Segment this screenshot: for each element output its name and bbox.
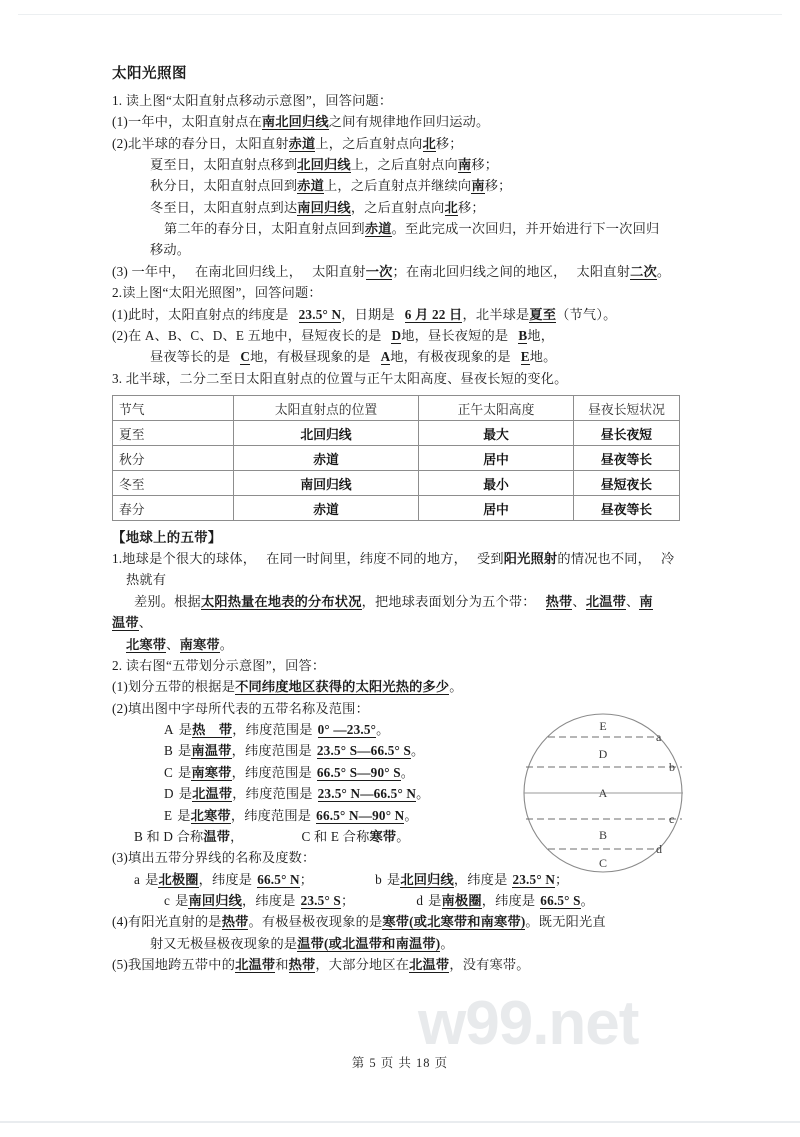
zone-b-post: 。 <box>411 743 425 759</box>
p2-answer-south-temperate: 温带 <box>112 615 139 631</box>
boundary-c-value: 23.5° S <box>300 893 341 908</box>
table-row <box>113 421 680 446</box>
five-zones-question-2: 2. 读右图“五带划分示意图”，回答： <box>112 657 326 673</box>
boundary-d-post: 。 <box>580 893 595 908</box>
p2-answer-south-partial: 南 <box>639 593 653 609</box>
boundary-c-post: ； <box>340 893 355 908</box>
zone-c-name: 南寒带 <box>191 764 232 780</box>
zone-c-pre: 是 <box>178 764 192 780</box>
five-zones-question-2-1 <box>112 676 694 697</box>
summer-answer-2: 南 <box>457 156 472 172</box>
boundary-b-name: 北回归线 <box>400 871 454 887</box>
combine-right-answer: 寒带 <box>369 828 397 844</box>
zone-a-range: 0° —23.5° <box>317 722 377 737</box>
fz-q1-answer: 不同纬度地区获得的太阳光热的多少 <box>235 679 450 695</box>
cell-daylength: 昼短夜长 <box>574 471 680 496</box>
zone-e-range: 66.5° N—90° N <box>316 807 405 823</box>
q2-2-answer-1: D <box>391 327 402 343</box>
q1-2-suffix: 移； <box>435 135 463 151</box>
cell-daylength: 昼夜等长 <box>574 446 680 471</box>
q2-1-middle-2: ，北半球是 <box>462 306 530 322</box>
p1-middle-2: 受到 <box>476 551 504 566</box>
watermark: w99.net <box>418 989 639 1058</box>
table-header-term: 节气 <box>113 396 234 421</box>
combine-right-suffix: 。 <box>396 828 410 844</box>
zone-c-letter: C <box>164 764 173 780</box>
section-title-five-zones: 【地球上的五带】 <box>112 530 222 545</box>
five-zones-question-2-4-cont <box>112 933 694 954</box>
boundary-d-value: 66.5° S <box>540 893 581 908</box>
page-footer: 第 5 页 共 18 页 <box>351 1056 449 1070</box>
fz-q5-middle-1: 和 <box>275 957 289 973</box>
five-zones-paragraph-2-cont <box>112 612 694 633</box>
boundary-a-post: ； <box>299 871 314 887</box>
p1-middle-1: 在同一时间里，纬度不同的地方， <box>266 551 467 566</box>
boundary-c-letter: c <box>164 893 171 908</box>
summer-suffix: 移； <box>471 156 499 172</box>
boundary-a-letter: a <box>134 871 141 887</box>
table-header-daylength: 昼夜长短状况 <box>574 396 680 421</box>
zone-e-post: 。 <box>404 807 418 823</box>
fz-q4-answer-3: 温带(或北温带和南温带) <box>297 935 441 951</box>
page-top-rule <box>18 14 782 15</box>
boundary-d-name: 南极圈 <box>441 893 482 908</box>
zone-b-name: 南温带 <box>191 743 232 759</box>
zone-c-mid: ，纬度范围是 <box>231 764 312 780</box>
zone-b-mid: ，纬度范围是 <box>231 743 312 759</box>
boundary-b-post: ； <box>555 871 569 887</box>
fz-q4-middle-2: 。既无阳光直 <box>525 914 606 930</box>
fz-q5-answer-2: 热带 <box>288 957 316 973</box>
diagram-zone-label-a: A <box>598 786 608 800</box>
boundary-b-pre: 是 <box>386 871 401 887</box>
q2-2b-middle-2: 地，有极夜现象的是 <box>390 349 511 365</box>
winter-suffix: 移； <box>457 199 485 215</box>
q1-3-middle-1: 在南北回归线上， <box>195 263 303 279</box>
boundary-c-pre: 是 <box>175 893 189 908</box>
p2-sep-2: 、 <box>625 593 640 609</box>
fz-q1-suffix: 。 <box>449 679 463 695</box>
q1-2-answer-2: 北 <box>422 135 436 151</box>
boundary-b-mid: ，纬度是 <box>453 871 508 887</box>
q2-1-suffix: （节气）。 <box>556 306 617 322</box>
page-title: 太阳光照图 <box>112 66 187 82</box>
zone-d-range: 23.5° N—66.5° N <box>317 786 417 802</box>
five-zones-diagram <box>521 708 689 880</box>
fz-q5-answer-1: 北温带 <box>235 957 276 973</box>
q2-2b-suffix: 地。 <box>529 349 557 365</box>
diagram-boundary-label-c: c <box>669 812 675 826</box>
zone-d-mid: ，纬度范围是 <box>232 786 313 802</box>
cell-altitude: 居中 <box>419 496 574 521</box>
question-2-2 <box>112 325 694 346</box>
q1-2-prefix: (2)北半球的春分日，太阳直射 <box>112 135 289 151</box>
line-autumn-equinox <box>112 175 694 196</box>
five-zones-question-2-5 <box>112 954 694 975</box>
table-header-position: 太阳直射点的位置 <box>234 396 419 421</box>
boundary-a-name: 北极圈 <box>158 871 199 887</box>
boundary-a-mid: ，纬度是 <box>198 871 253 887</box>
q2-2-suffix: 地， <box>527 327 555 343</box>
cell-term: 冬至 <box>113 471 234 496</box>
diagram-zone-label-b: B <box>598 828 608 842</box>
five-zones-paragraph-3 <box>112 634 694 655</box>
winter-answer-1: 南回归线 <box>297 199 351 215</box>
fz-q4-middle-1: 。有极昼极夜现象的是 <box>248 914 383 930</box>
five-zones-question-2-2-intro: (2)填出图中字母所代表的五带名称及范围： <box>112 700 369 716</box>
table-row <box>113 496 680 521</box>
combine-left-suffix: ， <box>230 828 244 844</box>
question-1-2 <box>112 133 694 154</box>
cell-altitude: 居中 <box>419 446 574 471</box>
zone-b-range: 23.5° S—66.5° S <box>316 743 412 759</box>
diagram-boundary-label-b: b <box>669 760 675 774</box>
q1-3-suffix: 。 <box>656 263 671 279</box>
five-zones-question-2-4 <box>112 911 694 932</box>
zone-d-post: 。 <box>416 786 430 802</box>
question-1: 1. 读上图“太阳直射点移动示意图”，回答问题： <box>112 92 393 108</box>
q2-2b-answer-3: E <box>520 349 530 365</box>
question-1-1 <box>112 111 694 132</box>
q2-1-answer-date: 6 月 22 日 <box>404 306 463 322</box>
diagram-zone-label-d: D <box>598 747 608 761</box>
autumn-prefix: 秋分日，太阳直射点回到 <box>150 178 298 194</box>
cell-position: 赤道 <box>234 446 419 471</box>
cell-term: 夏至 <box>113 421 234 446</box>
cell-term: 秋分 <box>113 446 234 471</box>
zone-e-name: 北寒带 <box>190 807 231 823</box>
cell-daylength: 昼夜等长 <box>574 496 680 521</box>
cell-position: 北回归线 <box>234 421 419 446</box>
summer-middle: 上，之后直射点向 <box>350 156 458 172</box>
q1-3-middle-2: 太阳直射 <box>312 263 366 279</box>
combine-left-prefix: B 和 D 合称 <box>134 828 204 844</box>
cell-daylength: 昼长夜短 <box>574 421 680 446</box>
zone-d-letter: D <box>164 786 174 802</box>
p2-answer-torrid: 热带 <box>545 593 573 609</box>
diagram-boundary-label-d: d <box>656 842 662 856</box>
q1-1-prefix: (1)一年中，太阳直射点在 <box>112 114 262 130</box>
p1-answer-sunlight: 阳光照射 <box>503 551 558 566</box>
cell-altitude: 最小 <box>419 471 574 496</box>
next-prefix: 第二年的春分日，太阳直射点回到 <box>164 221 365 236</box>
p3-answer-south-frigid: 南寒带 <box>179 636 220 652</box>
question-3: 3. 北半球，二分二至日太阳直射点的位置与正午太阳高度、昼夜长短的变化。 <box>112 370 568 386</box>
boundary-a-pre: 是 <box>145 871 159 887</box>
zone-c-post: 。 <box>400 764 415 780</box>
boundary-d-letter: d <box>416 893 424 908</box>
q2-2-middle-1: 地，昼长夜短的是 <box>401 327 509 343</box>
zone-e-mid: ，纬度范围是 <box>230 807 312 823</box>
q2-1-middle-1: ，日期是 <box>341 306 395 322</box>
p1-prefix: 1.地球是个很大的球体， <box>112 551 257 566</box>
diagram-boundary-label-a: a <box>656 730 662 744</box>
winter-middle: ，之后直射点向 <box>350 199 445 215</box>
boundary-c-mid: ，纬度是 <box>242 893 296 908</box>
q2-1-answer-term: 夏至 <box>529 306 557 322</box>
fz-q4-answer-2: 寒带(或北寒带和南寒带) <box>382 914 526 930</box>
p3-suffix: 。 <box>219 636 234 652</box>
zone-a-letter: A <box>164 722 174 737</box>
zone-b-pre: 是 <box>178 743 192 759</box>
line-winter-solstice <box>112 197 694 218</box>
boundary-d-mid: ，纬度是 <box>481 893 536 908</box>
fz-q5-answer-3: 北温带 <box>409 957 450 973</box>
q1-1-suffix: 之间有规律地作回归运动。 <box>328 114 490 130</box>
p1-middle-3: 的情况也不同， <box>557 551 652 566</box>
boundary-b-letter: b <box>375 871 382 887</box>
p2-answer-basis: 太阳热量在地表的分布状况 <box>200 593 362 609</box>
q2-2b-answer-1: C <box>240 349 251 365</box>
question-2-2-continued <box>112 346 694 367</box>
zone-d-name: 北温带 <box>192 786 233 802</box>
q2-2b-answer-2: A <box>380 349 391 365</box>
table-header-altitude: 正午太阳高度 <box>419 396 574 421</box>
zone-d-pre: 是 <box>178 786 193 802</box>
zone-c-range: 66.5° S—90° S <box>316 764 401 780</box>
table-row <box>113 471 680 496</box>
line-next-spring-equinox <box>112 218 694 239</box>
boundary-b-value: 23.5° N <box>512 871 556 887</box>
cell-altitude: 最大 <box>419 421 574 446</box>
q1-1-answer: 南北回归线 <box>261 114 329 130</box>
p2-sep-1: 、 <box>572 593 586 609</box>
solar-terms-table <box>112 395 680 521</box>
autumn-answer-2: 南 <box>471 178 485 194</box>
diagram-zone-label-e: E <box>599 719 607 733</box>
p2-answer-north-temperate: 北温带 <box>585 593 626 609</box>
q2-2-prefix: (2)在 A、B、C、D、E 五地中，昼短夜长的是 <box>112 327 382 343</box>
line-summer-solstice <box>112 154 694 175</box>
fz-q4-l2-prefix: 射又无极昼极夜现象的是 <box>150 935 298 951</box>
fz-q4-suffix: 。 <box>440 935 454 951</box>
fz-q4-answer-1: 热带 <box>221 914 249 930</box>
boundary-line-cd <box>112 890 694 911</box>
line-next-continued: 移动。 <box>150 242 191 258</box>
five-zones-paragraph-1 <box>112 548 694 569</box>
winter-prefix: 冬至日，太阳直射点到达 <box>150 199 298 215</box>
p2-prefix: 差别。根据 <box>134 593 201 609</box>
q1-2-middle: 上，之后直射点向 <box>315 135 423 151</box>
autumn-suffix: 移； <box>484 178 512 194</box>
q2-2b-middle-1: 地，有极昼现象的是 <box>250 349 371 365</box>
zone-e-letter: E <box>164 807 173 823</box>
p3-sep: 、 <box>166 636 180 652</box>
question-2-1 <box>112 304 694 325</box>
autumn-middle: 上，之后直射点并继续向 <box>324 178 472 194</box>
fz-q5-prefix: (5)我国地跨五带中的 <box>112 957 236 973</box>
boundary-a-value: 66.5° N <box>257 871 300 887</box>
diagram-zone-label-c: C <box>598 856 608 870</box>
boundary-c-name: 南回归线 <box>188 893 243 908</box>
zone-b-letter: B <box>164 743 173 759</box>
combine-right-prefix: C 和 E 合称 <box>301 828 370 844</box>
q2-2b-prefix: 昼夜等长的是 <box>150 349 231 365</box>
cell-position: 赤道 <box>234 496 419 521</box>
five-zones-diagram-svg <box>521 708 689 880</box>
p1-middle-4: 冷 <box>661 551 675 566</box>
winter-answer-2: 北 <box>444 199 458 215</box>
q1-2-answer-1: 赤道 <box>288 135 316 151</box>
boundary-d-pre: 是 <box>428 893 442 908</box>
next-answer: 赤道 <box>364 221 392 236</box>
p2-sep-3: 、 <box>138 615 153 631</box>
combine-left-answer: 温带 <box>203 828 231 844</box>
q2-1-answer-latitude: 23.5° N <box>298 306 342 322</box>
fz-q5-middle-2: ，大部分地区在 <box>315 957 410 973</box>
five-zones-paragraph-2 <box>112 591 694 612</box>
fz-q4-prefix: (4)有阳光直射的是 <box>112 914 222 930</box>
page-bottom-rule <box>0 1121 800 1123</box>
zone-a-name: 热 带 <box>192 722 233 737</box>
question-2: 2.读上图“太阳光照图”，回答问题： <box>112 285 322 301</box>
next-suffix: 。至此完成一次回归，并开始进行下一次回归 <box>391 221 660 236</box>
q2-1-prefix: (1)此时，太阳直射点的纬度是 <box>112 306 289 322</box>
zone-a-pre: 是 <box>178 722 193 737</box>
zone-a-mid: ，纬度范围是 <box>232 722 313 737</box>
summer-prefix: 夏至日，太阳直射点移到 <box>150 156 298 172</box>
q1-3-middle-4: 太阳直射 <box>576 263 631 279</box>
cell-term: 春分 <box>113 496 234 521</box>
question-1-3 <box>112 261 694 282</box>
summer-answer-1: 北回归线 <box>297 156 351 172</box>
q1-3-prefix: (3) 一年中， <box>112 263 186 279</box>
fz-q5-suffix: ，没有寒带。 <box>449 957 530 973</box>
zone-a-post: 。 <box>376 722 390 737</box>
q1-3-answer-2: 二次 <box>630 263 657 279</box>
autumn-answer-1: 赤道 <box>297 178 325 194</box>
q2-2-answer-2: B <box>518 327 528 343</box>
five-zones-question-2-3-intro: (3)填出五带分界线的名称及度数： <box>112 850 316 866</box>
cell-position: 南回归线 <box>234 471 419 496</box>
five-zones-paragraph-1-cont: 热就有 <box>126 572 167 588</box>
fz-q1-prefix: (1)划分五带的根据是 <box>112 679 236 695</box>
zone-e-pre: 是 <box>177 807 191 823</box>
table-header-row <box>113 396 680 421</box>
q1-3-middle-3: ；在南北回归线之间的地区， <box>392 263 567 279</box>
p2-middle: ，把地球表面划分为五个带： <box>361 593 536 609</box>
p3-answer-north-frigid: 北寒带 <box>126 636 167 652</box>
table-row <box>113 446 680 471</box>
q1-3-answer-1: 一次 <box>365 263 393 279</box>
